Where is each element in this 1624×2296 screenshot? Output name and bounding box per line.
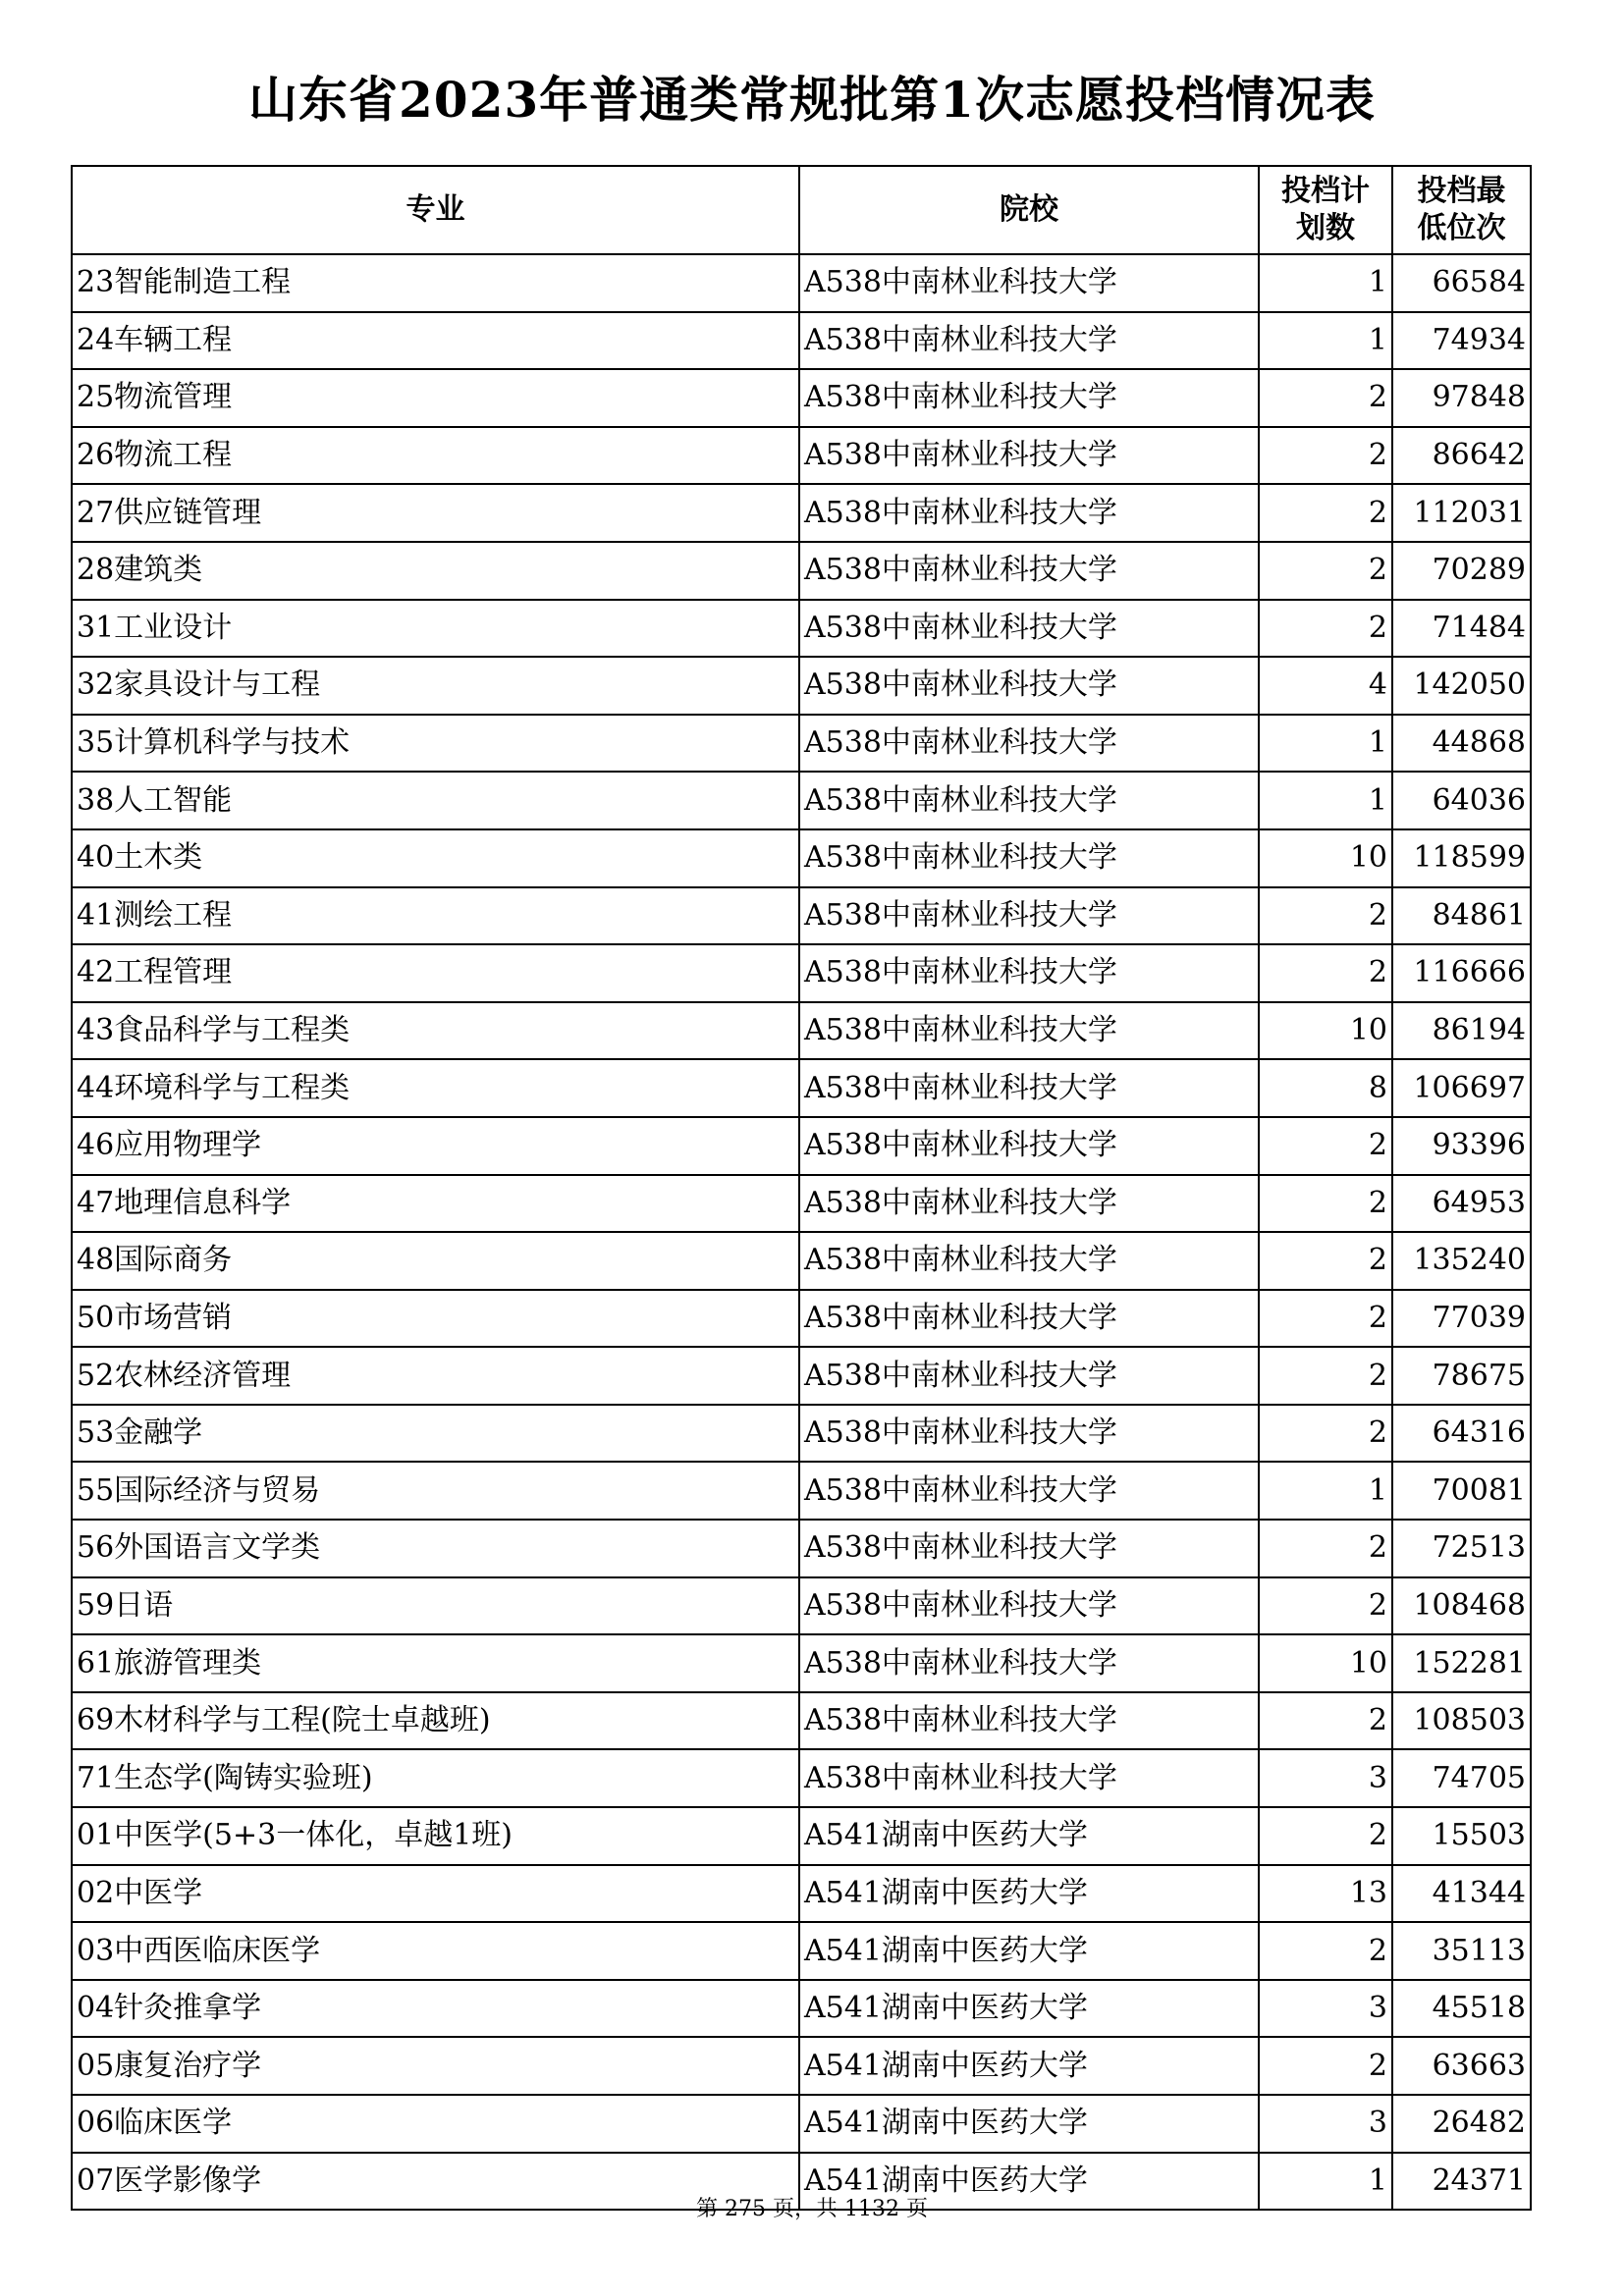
school-cell: A538中南林业科技大学	[799, 484, 1259, 542]
table-row	[72, 944, 1531, 1002]
table-row	[72, 1290, 1531, 1348]
plan-count-cell: 2	[1259, 1290, 1392, 1348]
min-rank-cell: 70289	[1392, 542, 1531, 600]
major-cell: 52农林经济管理	[72, 1347, 799, 1405]
major-cell: 38人工智能	[72, 772, 799, 829]
table-row	[72, 772, 1531, 829]
table-row	[72, 2037, 1531, 2095]
table-row	[72, 254, 1531, 312]
table-row	[72, 715, 1531, 773]
header-plan-line2: 划数	[1296, 211, 1355, 245]
school-cell: A538中南林业科技大学	[799, 427, 1259, 485]
major-cell: 05康复治疗学	[72, 2037, 799, 2095]
table-row	[72, 1520, 1531, 1577]
school-cell: A538中南林业科技大学	[799, 1059, 1259, 1117]
min-rank-cell: 24371	[1392, 2153, 1531, 2211]
plan-count-cell: 4	[1259, 657, 1392, 715]
min-rank-cell: 45518	[1392, 1980, 1531, 2038]
major-cell: 41测绘工程	[72, 887, 799, 945]
table-row	[72, 1749, 1531, 1807]
min-rank-cell: 74934	[1392, 312, 1531, 370]
table-row	[72, 1347, 1531, 1405]
plan-count-cell: 10	[1259, 1002, 1392, 1060]
major-cell: 53金融学	[72, 1405, 799, 1463]
school-cell: A541湖南中医药大学	[799, 1980, 1259, 2038]
table-row	[72, 369, 1531, 427]
major-cell: 61旅游管理类	[72, 1634, 799, 1692]
plan-count-cell: 10	[1259, 1634, 1392, 1692]
plan-count-cell: 3	[1259, 1749, 1392, 1807]
major-cell: 25物流管理	[72, 369, 799, 427]
table-row	[72, 600, 1531, 658]
school-cell: A538中南林业科技大学	[799, 829, 1259, 887]
header-major: 专业	[72, 166, 799, 254]
plan-count-cell: 1	[1259, 312, 1392, 370]
major-cell: 48国际商务	[72, 1232, 799, 1290]
plan-count-cell: 2	[1259, 1175, 1392, 1233]
school-cell: A538中南林业科技大学	[799, 772, 1259, 829]
plan-count-cell: 2	[1259, 1922, 1392, 1980]
table-row	[72, 1865, 1531, 1923]
major-cell: 46应用物理学	[72, 1117, 799, 1175]
school-cell: A541湖南中医药大学	[799, 2037, 1259, 2095]
table-row	[72, 1462, 1531, 1520]
min-rank-cell: 44868	[1392, 715, 1531, 773]
header-rank	[1392, 166, 1531, 254]
major-cell: 24车辆工程	[72, 312, 799, 370]
table-row	[72, 1405, 1531, 1463]
school-cell: A538中南林业科技大学	[799, 1634, 1259, 1692]
school-cell: A538中南林业科技大学	[799, 1577, 1259, 1635]
major-cell: 01中医学(5+3一体化，卓越1班)	[72, 1807, 799, 1865]
plan-count-cell: 2	[1259, 1577, 1392, 1635]
school-cell: A538中南林业科技大学	[799, 312, 1259, 370]
min-rank-cell: 108468	[1392, 1577, 1531, 1635]
school-cell: A538中南林业科技大学	[799, 715, 1259, 773]
header-plan	[1259, 166, 1392, 254]
school-cell: A538中南林业科技大学	[799, 1117, 1259, 1175]
major-cell: 47地理信息科学	[72, 1175, 799, 1233]
plan-count-cell: 3	[1259, 1980, 1392, 2038]
plan-count-cell: 3	[1259, 2095, 1392, 2153]
plan-count-cell: 2	[1259, 1520, 1392, 1577]
table-row	[72, 657, 1531, 715]
major-cell: 02中医学	[72, 1865, 799, 1923]
table-row	[72, 1634, 1531, 1692]
major-cell: 32家具设计与工程	[72, 657, 799, 715]
table-row	[72, 1807, 1531, 1865]
header-plan-line1: 投档计	[1281, 174, 1370, 208]
table-row	[72, 1232, 1531, 1290]
min-rank-cell: 63663	[1392, 2037, 1531, 2095]
major-cell: 40土木类	[72, 829, 799, 887]
major-cell: 71生态学(陶铸实验班)	[72, 1749, 799, 1807]
major-cell: 23智能制造工程	[72, 254, 799, 312]
min-rank-cell: 64316	[1392, 1405, 1531, 1463]
school-cell: A538中南林业科技大学	[799, 600, 1259, 658]
plan-count-cell: 1	[1259, 772, 1392, 829]
header-rank-line1: 投档最	[1417, 174, 1506, 208]
school-cell: A538中南林业科技大学	[799, 1175, 1259, 1233]
table-row	[72, 1577, 1531, 1635]
plan-count-cell: 1	[1259, 715, 1392, 773]
plan-count-cell: 2	[1259, 944, 1392, 1002]
min-rank-cell: 64953	[1392, 1175, 1531, 1233]
table-body	[72, 254, 1531, 2210]
school-cell: A538中南林业科技大学	[799, 944, 1259, 1002]
major-cell: 35计算机科学与技术	[72, 715, 799, 773]
header-rank-line2: 低位次	[1417, 211, 1506, 245]
plan-count-cell: 2	[1259, 887, 1392, 945]
plan-count-cell: 2	[1259, 427, 1392, 485]
school-cell: A538中南林业科技大学	[799, 887, 1259, 945]
min-rank-cell: 64036	[1392, 772, 1531, 829]
school-cell: A538中南林业科技大学	[799, 1347, 1259, 1405]
min-rank-cell: 15503	[1392, 1807, 1531, 1865]
min-rank-cell: 35113	[1392, 1922, 1531, 1980]
plan-count-cell: 2	[1259, 2037, 1392, 2095]
major-cell: 55国际经济与贸易	[72, 1462, 799, 1520]
min-rank-cell: 118599	[1392, 829, 1531, 887]
min-rank-cell: 72513	[1392, 1520, 1531, 1577]
school-cell: A541湖南中医药大学	[799, 1922, 1259, 1980]
min-rank-cell: 135240	[1392, 1232, 1531, 1290]
min-rank-cell: 93396	[1392, 1117, 1531, 1175]
plan-count-cell: 2	[1259, 1692, 1392, 1750]
table-header-row	[72, 166, 1531, 254]
major-cell: 03中西医临床医学	[72, 1922, 799, 1980]
major-cell: 31工业设计	[72, 600, 799, 658]
school-cell: A538中南林业科技大学	[799, 657, 1259, 715]
table-row	[72, 1692, 1531, 1750]
table-row	[72, 1922, 1531, 1980]
plan-count-cell: 2	[1259, 1232, 1392, 1290]
major-cell: 69木材科学与工程(院士卓越班)	[72, 1692, 799, 1750]
plan-count-cell: 1	[1259, 2153, 1392, 2211]
min-rank-cell: 106697	[1392, 1059, 1531, 1117]
school-cell: A538中南林业科技大学	[799, 1462, 1259, 1520]
school-cell: A538中南林业科技大学	[799, 369, 1259, 427]
min-rank-cell: 142050	[1392, 657, 1531, 715]
min-rank-cell: 86194	[1392, 1002, 1531, 1060]
min-rank-cell: 152281	[1392, 1634, 1531, 1692]
school-cell: A538中南林业科技大学	[799, 1520, 1259, 1577]
plan-count-cell: 1	[1259, 254, 1392, 312]
school-cell: A541湖南中医药大学	[799, 1807, 1259, 1865]
plan-count-cell: 2	[1259, 1117, 1392, 1175]
plan-count-cell: 2	[1259, 1347, 1392, 1405]
min-rank-cell: 116666	[1392, 944, 1531, 1002]
major-cell: 28建筑类	[72, 542, 799, 600]
min-rank-cell: 112031	[1392, 484, 1531, 542]
school-cell: A538中南林业科技大学	[799, 1232, 1259, 1290]
min-rank-cell: 41344	[1392, 1865, 1531, 1923]
school-cell: A541湖南中医药大学	[799, 1865, 1259, 1923]
school-cell: A538中南林业科技大学	[799, 1002, 1259, 1060]
table-row	[72, 2095, 1531, 2153]
admission-table	[71, 165, 1532, 2211]
major-cell: 06临床医学	[72, 2095, 799, 2153]
min-rank-cell: 78675	[1392, 1347, 1531, 1405]
table-row	[72, 1002, 1531, 1060]
school-cell: A538中南林业科技大学	[799, 1405, 1259, 1463]
min-rank-cell: 86642	[1392, 427, 1531, 485]
table-row	[72, 1175, 1531, 1233]
table-row	[72, 1059, 1531, 1117]
plan-count-cell: 2	[1259, 484, 1392, 542]
major-cell: 50市场营销	[72, 1290, 799, 1348]
plan-count-cell: 10	[1259, 829, 1392, 887]
min-rank-cell: 77039	[1392, 1290, 1531, 1348]
major-cell: 27供应链管理	[72, 484, 799, 542]
page-footer: 第 275 页，共 1132 页	[696, 2197, 928, 2221]
table-row	[72, 829, 1531, 887]
min-rank-cell: 97848	[1392, 369, 1531, 427]
min-rank-cell: 71484	[1392, 600, 1531, 658]
major-cell: 42工程管理	[72, 944, 799, 1002]
plan-count-cell: 2	[1259, 1807, 1392, 1865]
page-title: 山东省2023年普通类常规批第1次志愿投档情况表	[248, 71, 1376, 129]
school-cell: A541湖南中医药大学	[799, 2095, 1259, 2153]
table-row	[72, 484, 1531, 542]
school-cell: A538中南林业科技大学	[799, 1290, 1259, 1348]
school-cell: A541湖南中医药大学	[799, 2153, 1259, 2211]
min-rank-cell: 26482	[1392, 2095, 1531, 2153]
plan-count-cell: 13	[1259, 1865, 1392, 1923]
min-rank-cell: 74705	[1392, 1749, 1531, 1807]
min-rank-cell: 108503	[1392, 1692, 1531, 1750]
plan-count-cell: 1	[1259, 1462, 1392, 1520]
table-row	[72, 887, 1531, 945]
table-row	[72, 542, 1531, 600]
plan-count-cell: 2	[1259, 542, 1392, 600]
school-cell: A538中南林业科技大学	[799, 1749, 1259, 1807]
table-row	[72, 1117, 1531, 1175]
plan-count-cell: 2	[1259, 600, 1392, 658]
table-row	[72, 1980, 1531, 2038]
major-cell: 26物流工程	[72, 427, 799, 485]
major-cell: 59日语	[72, 1577, 799, 1635]
school-cell: A538中南林业科技大学	[799, 1692, 1259, 1750]
min-rank-cell: 70081	[1392, 1462, 1531, 1520]
major-cell: 56外国语言文学类	[72, 1520, 799, 1577]
school-cell: A538中南林业科技大学	[799, 254, 1259, 312]
plan-count-cell: 8	[1259, 1059, 1392, 1117]
major-cell: 43食品科学与工程类	[72, 1002, 799, 1060]
major-cell: 07医学影像学	[72, 2153, 799, 2211]
major-cell: 04针灸推拿学	[72, 1980, 799, 2038]
plan-count-cell: 2	[1259, 369, 1392, 427]
table-row	[72, 312, 1531, 370]
major-cell: 44环境科学与工程类	[72, 1059, 799, 1117]
header-school: 院校	[799, 166, 1259, 254]
plan-count-cell: 2	[1259, 1405, 1392, 1463]
min-rank-cell: 84861	[1392, 887, 1531, 945]
min-rank-cell: 66584	[1392, 254, 1531, 312]
table-row	[72, 427, 1531, 485]
school-cell: A538中南林业科技大学	[799, 542, 1259, 600]
